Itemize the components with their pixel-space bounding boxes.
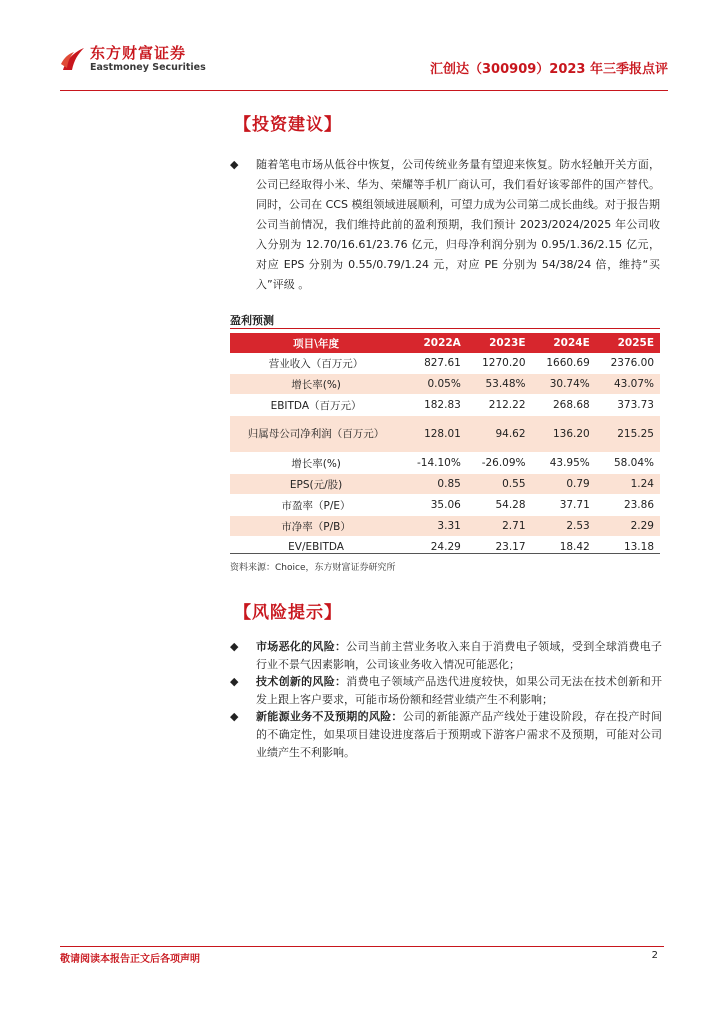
row-label: EV/EBITDA bbox=[230, 537, 402, 558]
table-cell: 1660.69 bbox=[532, 353, 596, 374]
risk-body: 公司的新能源产品产线处于建设阶段，存在投产时间的不确定性，如果项目建设进度落后于预期或下游客户需求不及预期，可能对公司业绩产生不利影响。 bbox=[256, 710, 663, 759]
forecast-caption: 盈利预测 bbox=[230, 314, 274, 327]
table-row bbox=[230, 495, 660, 516]
table-row bbox=[230, 516, 660, 537]
table-cell: 268.68 bbox=[532, 395, 596, 416]
invest-section-title: 【投资建议】 bbox=[234, 115, 342, 135]
table-row bbox=[230, 374, 660, 395]
table-cell: 0.79 bbox=[532, 474, 596, 495]
logo-chinese-name: 东方财富证券 bbox=[90, 44, 187, 62]
table-cell: 2.53 bbox=[532, 516, 596, 537]
table-cell: -14.10% bbox=[402, 453, 467, 474]
table-cell: 23.17 bbox=[467, 537, 532, 558]
table-header-cell: 2025E bbox=[596, 333, 660, 353]
table-row bbox=[230, 537, 660, 558]
table-cell: -26.09% bbox=[467, 453, 532, 474]
table-cell: 1.24 bbox=[596, 474, 660, 495]
company-logo bbox=[60, 44, 206, 74]
row-label: 归属母公司净利润（百万元） bbox=[230, 416, 402, 453]
table-cell: 0.55 bbox=[467, 474, 532, 495]
table-cell: 13.18 bbox=[596, 537, 660, 558]
page-number: 2 bbox=[651, 950, 658, 961]
table-cell: 2376.00 bbox=[596, 353, 660, 374]
table-cell: 0.05% bbox=[402, 374, 467, 395]
risk-item bbox=[230, 708, 662, 762]
table-cell: 30.74% bbox=[532, 374, 596, 395]
document-title: 汇创达（300909）2023 年三季报点评 bbox=[430, 62, 668, 77]
table-cell: 58.04% bbox=[596, 453, 660, 474]
diamond-bullet-icon: ◆ bbox=[230, 675, 239, 688]
table-cell: 54.28 bbox=[467, 495, 532, 516]
table-header-cell: 2024E bbox=[532, 333, 596, 353]
table-cell: 43.95% bbox=[532, 453, 596, 474]
table-cell: 1270.20 bbox=[467, 353, 532, 374]
table-cell: 182.83 bbox=[402, 395, 467, 416]
risk-heading: 市场恶化的风险： bbox=[256, 640, 347, 653]
header-divider bbox=[60, 90, 668, 91]
table-cell: 136.20 bbox=[532, 416, 596, 453]
invest-paragraph bbox=[230, 155, 660, 295]
risk-section-title: 【风险提示】 bbox=[234, 603, 342, 623]
table-cell: 23.86 bbox=[596, 495, 660, 516]
risk-heading: 技术创新的风险： bbox=[256, 675, 347, 688]
table-bottom-rule bbox=[230, 553, 660, 554]
table-cell: 0.85 bbox=[402, 474, 467, 495]
table-row bbox=[230, 416, 660, 453]
table-source-note: 资料来源：Choice，东方财富证券研究所 bbox=[230, 563, 396, 573]
risk-heading: 新能源业务不及预期的风险： bbox=[256, 710, 403, 723]
diamond-bullet-icon: ◆ bbox=[230, 158, 239, 171]
table-row bbox=[230, 395, 660, 416]
row-label: 增长率(%) bbox=[230, 453, 402, 474]
table-cell: 2.29 bbox=[596, 516, 660, 537]
table-cell: 3.31 bbox=[402, 516, 467, 537]
table-cell: 18.42 bbox=[532, 537, 596, 558]
risk-body: 公司当前主营业务收入来自于消费电子领域，受到全球消费电子行业不景气因素影响，公司该业务收入情况可能恶化； bbox=[256, 640, 663, 671]
table-top-rule bbox=[230, 328, 660, 329]
risk-item bbox=[230, 673, 662, 709]
table-cell: 215.25 bbox=[596, 416, 660, 453]
table-header-row bbox=[230, 333, 660, 353]
footer-disclaimer: 敬请阅读本报告正文后各项声明 bbox=[60, 954, 200, 965]
row-label: EPS(元/股) bbox=[230, 474, 402, 495]
table-cell: 37.71 bbox=[532, 495, 596, 516]
table-cell: 827.61 bbox=[402, 353, 467, 374]
diamond-bullet-icon: ◆ bbox=[230, 710, 239, 723]
row-label: 营业收入（百万元） bbox=[230, 353, 402, 374]
table-header-cell: 2023E bbox=[467, 333, 532, 353]
table-row bbox=[230, 474, 660, 495]
footer-divider bbox=[60, 946, 664, 947]
row-label: 市净率（P/B） bbox=[230, 516, 402, 537]
table-cell: 43.07% bbox=[596, 374, 660, 395]
table-cell: 373.73 bbox=[596, 395, 660, 416]
table-cell: 24.29 bbox=[402, 537, 467, 558]
table-row bbox=[230, 453, 660, 474]
logo-english-name: Eastmoney Securities bbox=[90, 62, 206, 73]
eastmoney-logo-icon bbox=[60, 44, 86, 74]
table-cell: 35.06 bbox=[402, 495, 467, 516]
table-cell: 2.71 bbox=[467, 516, 532, 537]
table-header-cell: 2022A bbox=[402, 333, 467, 353]
risk-body: 消费电子领域产品迭代进度较快，如果公司无法在技术创新和开发上跟上客户要求，可能市场份额和经营业绩产生不利影响； bbox=[256, 675, 663, 706]
row-label: EBITDA（百万元） bbox=[230, 395, 402, 416]
table-cell: 53.48% bbox=[467, 374, 532, 395]
row-label: 市盈率（P/E） bbox=[230, 495, 402, 516]
risk-item bbox=[230, 638, 662, 674]
forecast-table bbox=[230, 333, 660, 558]
invest-text: 随着笔电市场从低谷中恢复，公司传统业务量有望迎来恢复。防水轻触开关方面，公司已经取得小米、华为、荣耀等手机厂商认可，我们看好该零部件的国产替代。同时，公司在 CCS 模组领域进展顺利，可望力成为公司第二成长曲线。对于报告期公司当前情况，我们维持此前的盈利预期，我们预计 2023/2024/2025 年公司收入分别为 12.70/16.61/23.76 亿元，归母净利润分别为 0.95/1.36/2.15 亿元，对应 EPS 分别为 0.55/0.79/1.24 元，对应 PE 分别为 54/38/24 倍，维持“买入”评级 。 bbox=[256, 158, 660, 291]
page-header bbox=[60, 44, 668, 94]
table-header-cell: 项目\年度 bbox=[230, 333, 402, 353]
row-label: 增长率(%) bbox=[230, 374, 402, 395]
diamond-bullet-icon: ◆ bbox=[230, 640, 239, 653]
table-row bbox=[230, 353, 660, 374]
table-cell: 212.22 bbox=[467, 395, 532, 416]
table-cell: 94.62 bbox=[467, 416, 532, 453]
table-cell: 128.01 bbox=[402, 416, 467, 453]
